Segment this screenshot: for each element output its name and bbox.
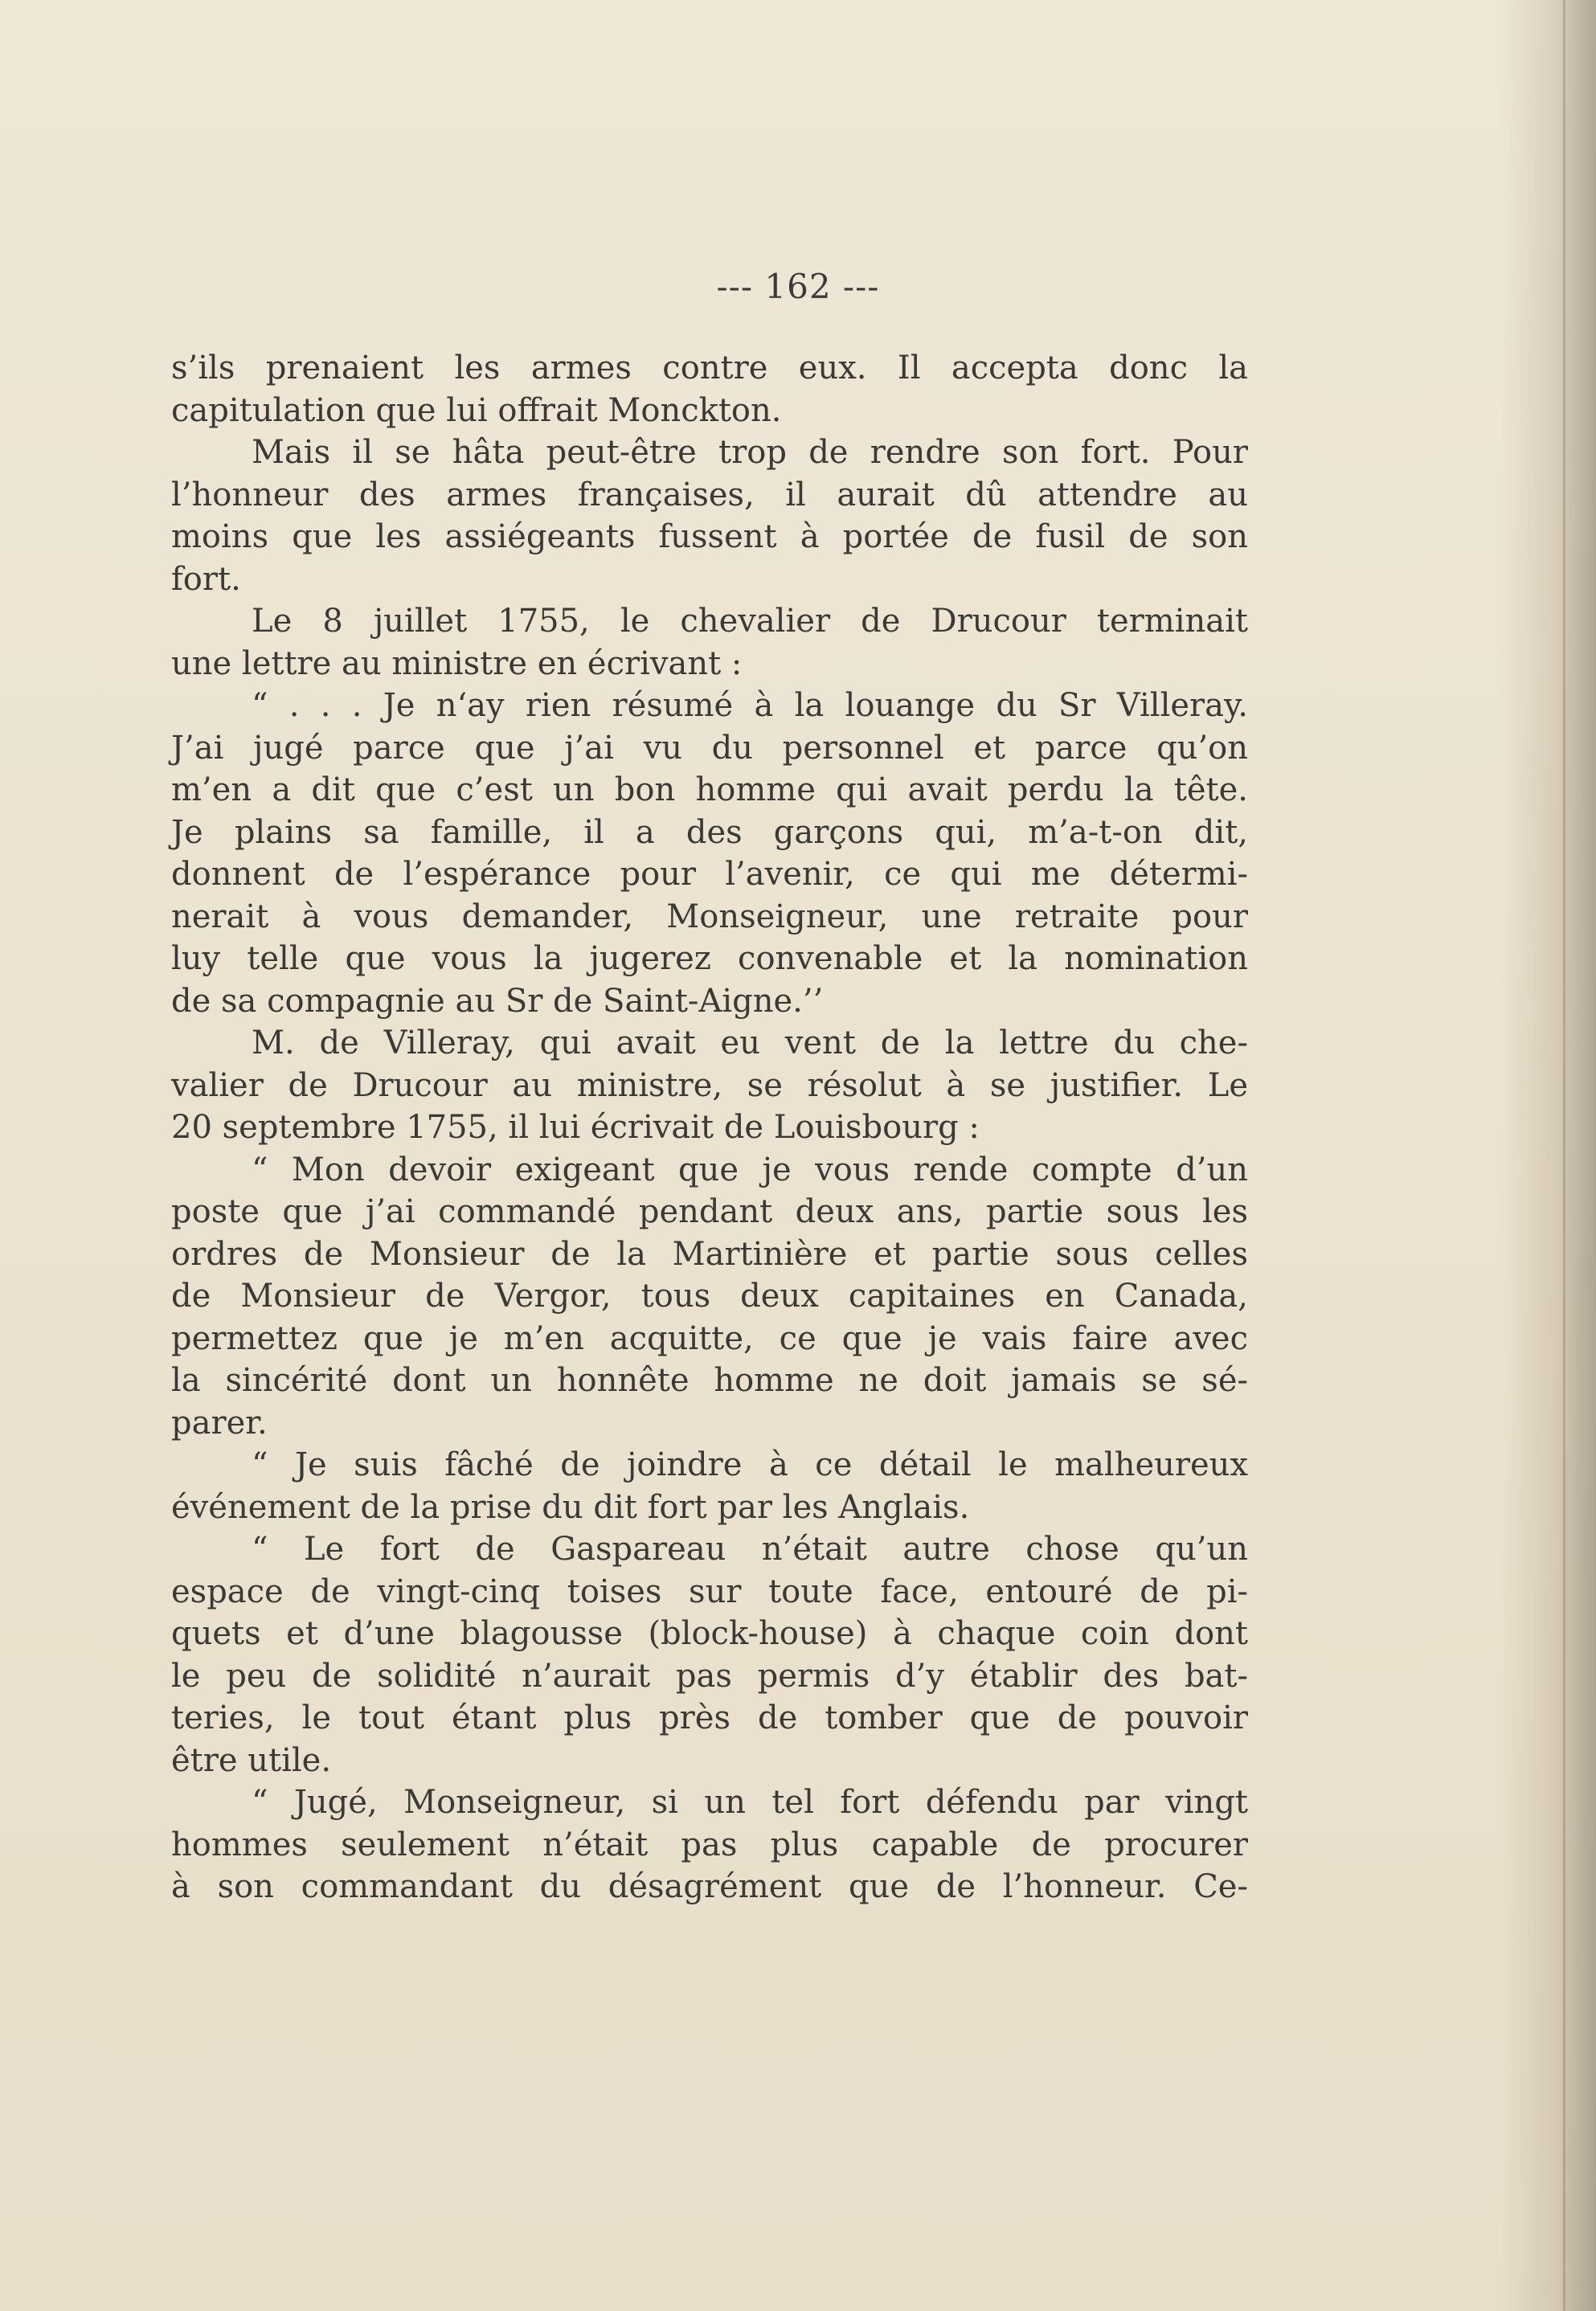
text-line: espace de vingt-cinq toises sur toute face, entouré de pi- bbox=[171, 1573, 1248, 1610]
text-line: valier de Drucour au ministre, se résolut à se justifier. Le bbox=[171, 1066, 1248, 1104]
text-line: “ Jugé, Monseigneur, si un tel fort défendu par vingt bbox=[252, 1784, 1248, 1821]
text-line: événement de la prise du dit fort par les Anglais. bbox=[171, 1488, 970, 1526]
text-line: luy telle que vous la jugerez convenable et la nomination bbox=[171, 940, 1248, 977]
text-line: m’en a dit que c’est un bon homme qui avait perdu la tête. bbox=[171, 771, 1248, 808]
text-line: M. de Villeray, qui avait eu vent de la lettre du che- bbox=[252, 1025, 1248, 1061]
text-line: une lettre au ministre en écrivant : bbox=[171, 644, 743, 682]
text-line: “ Mon devoir exigeant que je vous rende compte d’un bbox=[252, 1151, 1248, 1188]
text-line: fort. bbox=[171, 560, 241, 598]
text-line: l’honneur des armes françaises, il aurait dû attendre au bbox=[171, 476, 1248, 513]
text-line: teries, le tout étant plus près de tomber que de pouvoir bbox=[171, 1700, 1248, 1736]
text-line: Le 8 juillet 1755, le chevalier de Drucour terminait bbox=[252, 603, 1248, 640]
page-number: --- 162 --- bbox=[716, 267, 880, 306]
text-line: donnent de l’espérance pour l’avenir, ce qui me détermi- bbox=[171, 856, 1248, 893]
text-line: 20 septembre 1755, il lui écrivait de Louisbourg : bbox=[171, 1109, 980, 1146]
text-line: J’ai jugé parce que j’ai vu du personnel et parce qu’on bbox=[171, 729, 1248, 767]
text-line: Je plains sa famille, il a des garçons qui, m’a-t-on dit, bbox=[171, 813, 1248, 851]
text-line: s’ils prenaient les armes contre eux. Il accepta donc la bbox=[171, 350, 1248, 387]
text-line: moins que les assiégeants fussent à portée de fusil de son bbox=[171, 518, 1248, 555]
text-line: hommes seulement n’était pas plus capable de procurer bbox=[171, 1826, 1248, 1863]
text-line: permettez que je m’en acquitte, ce que je vais faire avec bbox=[171, 1319, 1248, 1357]
body-text bbox=[171, 347, 1248, 1908]
text-line: à son commandant du désagrément que de l’honneur. Ce- bbox=[171, 1868, 1248, 1905]
text-line: le peu de solidité n’aurait pas permis d’y établir des bat- bbox=[171, 1657, 1248, 1695]
text-line: Mais il se hâta peut-être trop de rendre son fort. Pour bbox=[252, 434, 1248, 471]
text-line: quets et d’une blagousse (block-house) à chaque coin dont bbox=[171, 1615, 1248, 1652]
text-line: nerait à vous demander, Monseigneur, une retraite pour bbox=[171, 898, 1248, 935]
page-spine-edge bbox=[1563, 0, 1565, 2311]
text-line: de Monsieur de Vergor, tous deux capitaines en Canada, bbox=[171, 1278, 1248, 1315]
text-line: “ Le fort de Gaspareau n’était autre chose qu’un bbox=[252, 1531, 1248, 1568]
text-line: capitulation que lui offrait Monckton. bbox=[171, 391, 782, 429]
text-line: être utile. bbox=[171, 1741, 332, 1779]
text-line: ordres de Monsieur de la Martinière et partie sous celles bbox=[171, 1235, 1248, 1273]
text-line: la sincérité dont un honnête homme ne doit jamais se sé- bbox=[171, 1362, 1248, 1399]
text-line: “ . . . Je n‘ay rien résumé à la louange du Sr Villeray. bbox=[252, 687, 1248, 724]
text-line: de sa compagnie au Sr de Saint-Aigne.’’ bbox=[171, 982, 824, 1020]
text-line: poste que j’ai commandé pendant deux ans, partie sous les bbox=[171, 1193, 1248, 1230]
text-line: parer. bbox=[171, 1404, 268, 1442]
text-line: “ Je suis fâché de joindre à ce détail le malheureux bbox=[252, 1446, 1248, 1483]
